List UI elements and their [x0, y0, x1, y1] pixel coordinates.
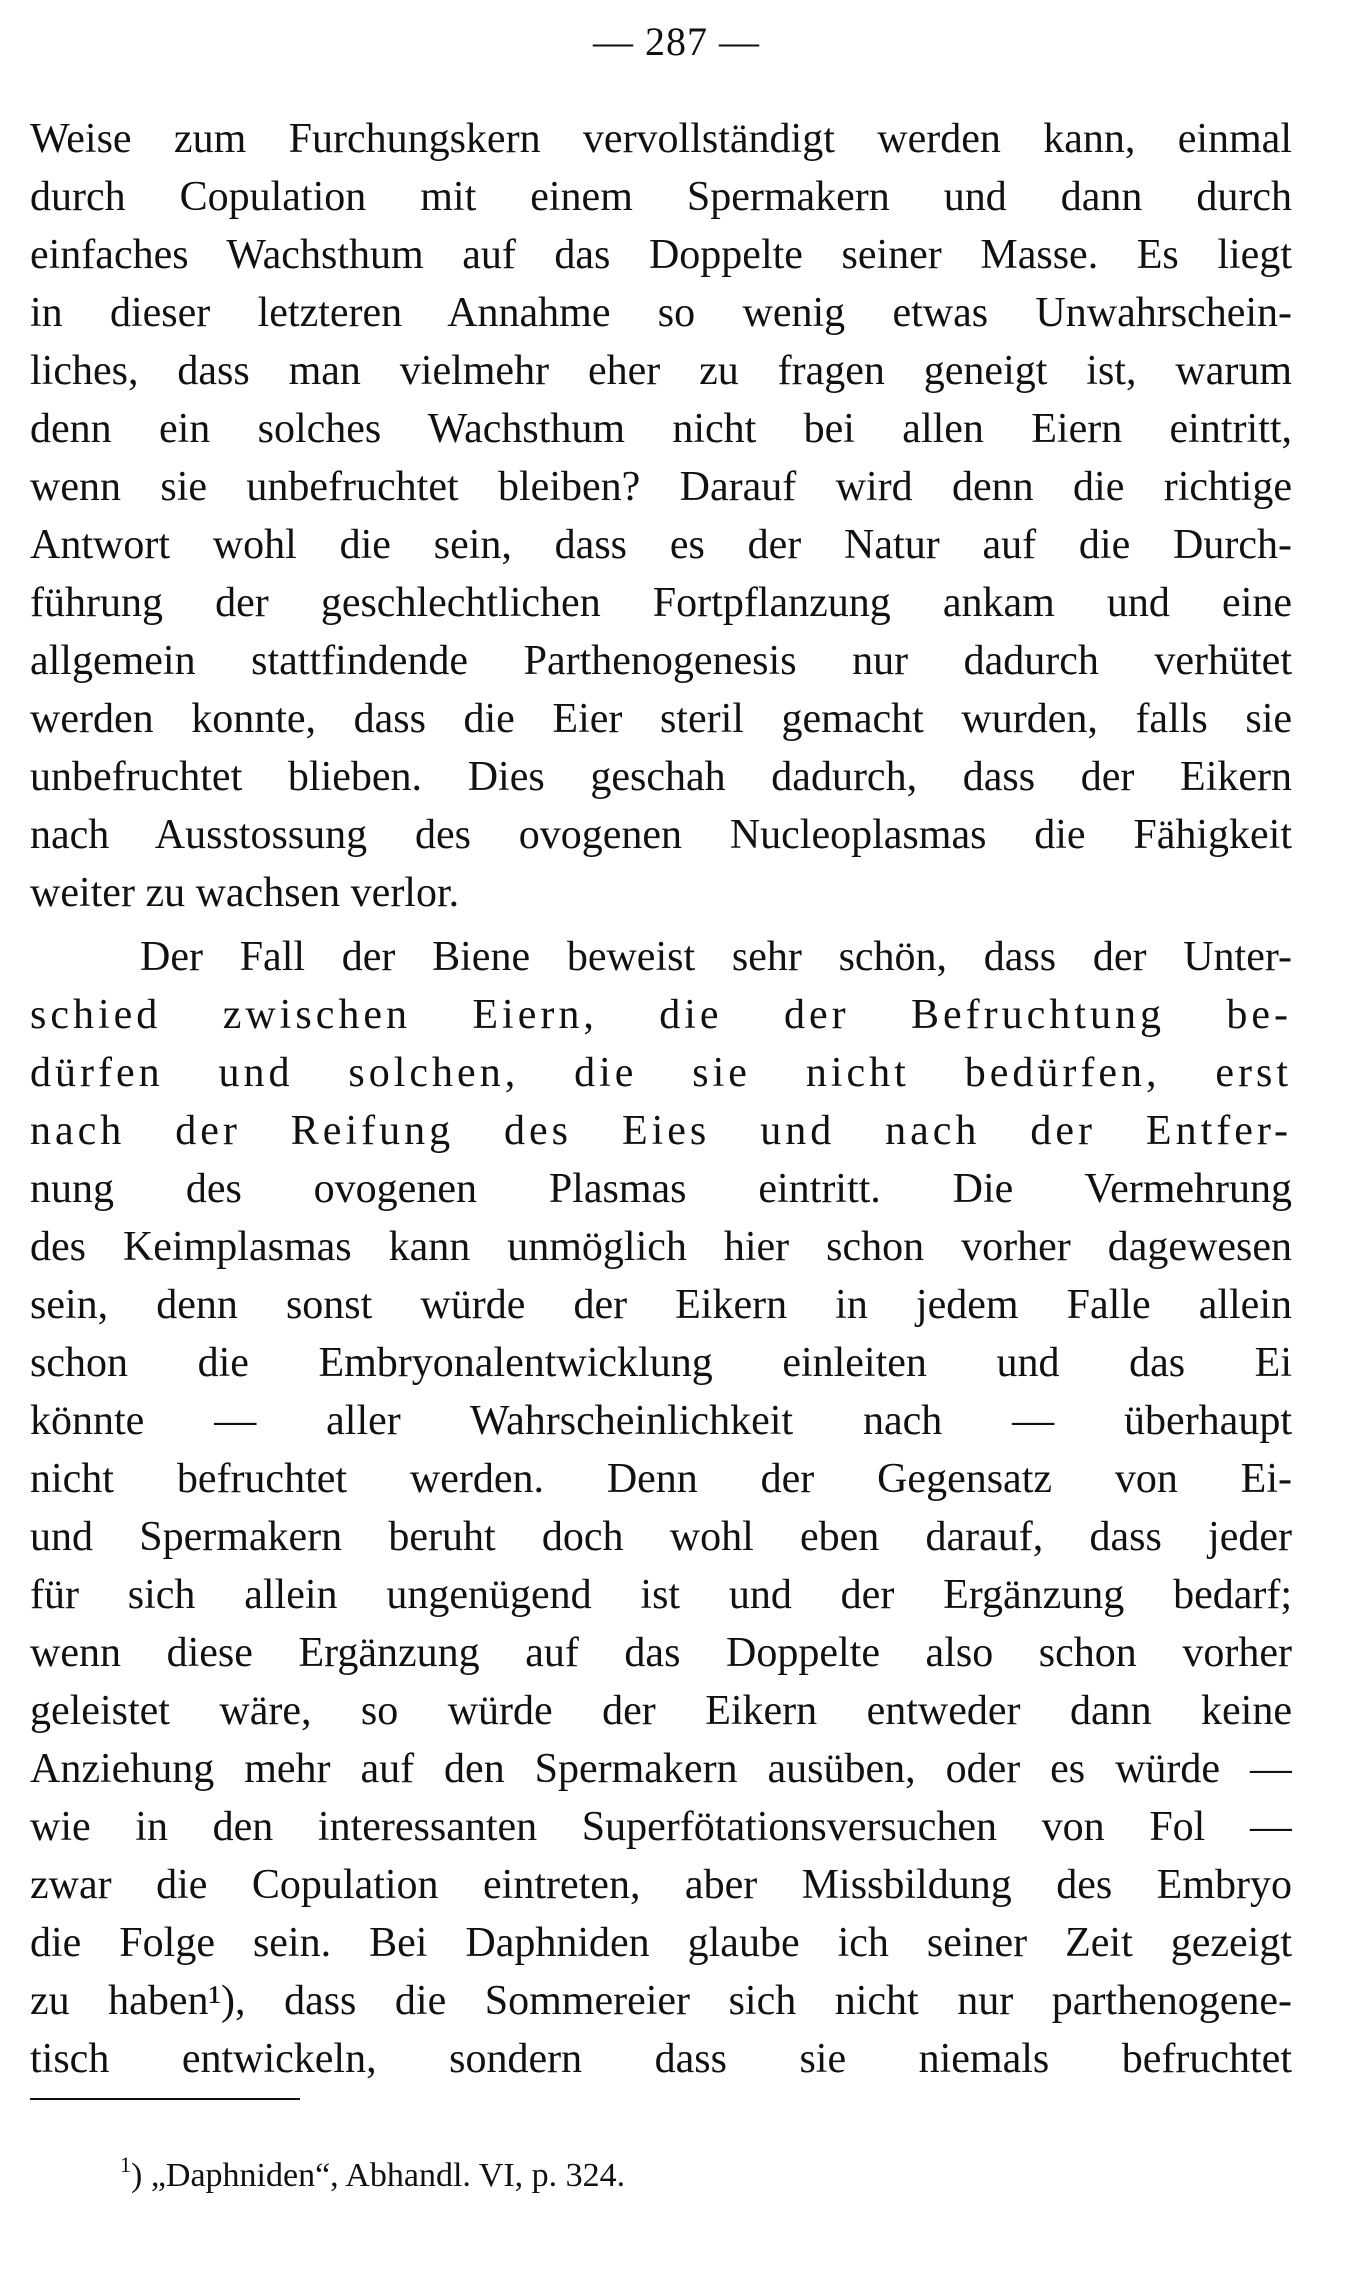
- text-line: zwar die Copulation eintreten, aber Missbildung des Embryo: [30, 1862, 1292, 1908]
- text-line-emphasis: nach der Reifung des Eies und nach der Entfer-: [30, 1108, 1292, 1154]
- text-line: allgemein stattfindende Parthenogenesis nur dadurch verhütet: [30, 638, 1292, 684]
- text-line: zu haben¹), dass die Sommereier sich nicht nur parthenogene-: [30, 1978, 1292, 2024]
- text-line: führung der geschlechtlichen Fortpflanzung ankam und eine: [30, 580, 1292, 626]
- text-line: Anziehung mehr auf den Spermakern ausüben, oder es würde —: [30, 1746, 1292, 1792]
- text-line: des Keimplasmas kann unmöglich hier schon vorher dagewesen: [30, 1224, 1292, 1270]
- footnote-text: ) „Daphniden“, Abhandl. VI, p. 324.: [131, 2157, 626, 2194]
- text-line: werden konnte, dass die Eier steril gemacht wurden, falls sie: [30, 696, 1292, 742]
- text-line: nung des ovogenen Plasmas eintritt. Die Vermehrung: [30, 1166, 1292, 1212]
- text-line: Der Fall der Biene beweist sehr schön, dass der Unter-: [140, 934, 1292, 980]
- page-number: — 287 —: [593, 19, 760, 64]
- text-line: und Spermakern beruht doch wohl eben darauf, dass jeder: [30, 1514, 1292, 1560]
- paragraph-1: [30, 110, 1292, 922]
- text-line: könnte — aller Wahrscheinlichkeit nach — überhaupt: [30, 1398, 1292, 1444]
- text-line: unbefruchtet blieben. Dies geschah dadurch, dass der Eikern: [30, 754, 1292, 800]
- text-line: in dieser letzteren Annahme so wenig etwas Unwahrschein-: [30, 290, 1292, 336]
- text-line: durch Copulation mit einem Spermakern und dann durch: [30, 174, 1292, 220]
- body-text: [30, 110, 1292, 2088]
- footnote-marker: 1: [120, 2152, 131, 2177]
- text-line: Antwort wohl die sein, dass es der Natur auf die Durch-: [30, 522, 1292, 568]
- text-line: nach Ausstossung des ovogenen Nucleoplasmas die Fähigkeit: [30, 812, 1292, 858]
- text-line: nicht befruchtet werden. Denn der Gegensatz von Ei-: [30, 1456, 1292, 1502]
- text-line: geleistet wäre, so würde der Eikern entweder dann keine: [30, 1688, 1292, 1734]
- text-line: einfaches Wachsthum auf das Doppelte seiner Masse. Es liegt: [30, 232, 1292, 278]
- text-line: sein, denn sonst würde der Eikern in jedem Falle allein: [30, 1282, 1292, 1328]
- footnote-separator: [30, 2098, 300, 2100]
- paragraph-2: [30, 928, 1292, 2088]
- text-line-emphasis: dürfen und solchen, die sie nicht bedürfen, erst: [30, 1050, 1292, 1096]
- text-line: wenn diese Ergänzung auf das Doppelte also schon vorher: [30, 1630, 1292, 1676]
- text-line: weiter zu wachsen verlor.: [30, 870, 460, 916]
- text-line: denn ein solches Wachsthum nicht bei allen Eiern eintritt,: [30, 406, 1292, 452]
- footnote: [120, 2152, 625, 2195]
- text-line: die Folge sein. Bei Daphniden glaube ich seiner Zeit gezeigt: [30, 1920, 1292, 1966]
- text-line: schon die Embryonalentwicklung einleiten und das Ei: [30, 1340, 1292, 1386]
- text-line-emphasis: schied zwischen Eiern, die der Befruchtung be-: [30, 992, 1292, 1038]
- text-line: liches, dass man vielmehr eher zu fragen geneigt ist, warum: [30, 348, 1292, 394]
- text-line: wenn sie unbefruchtet bleiben? Darauf wird denn die richtige: [30, 464, 1292, 510]
- text-line: für sich allein ungenügend ist und der Ergänzung bedarf;: [30, 1572, 1292, 1618]
- text-line: wie in den interessanten Superfötationsversuchen von Fol —: [30, 1804, 1292, 1850]
- text-line: tisch entwickeln, sondern dass sie niemals befruchtet: [30, 2036, 1292, 2082]
- text-line: Weise zum Furchungskern vervollständigt werden kann, einmal: [30, 116, 1292, 162]
